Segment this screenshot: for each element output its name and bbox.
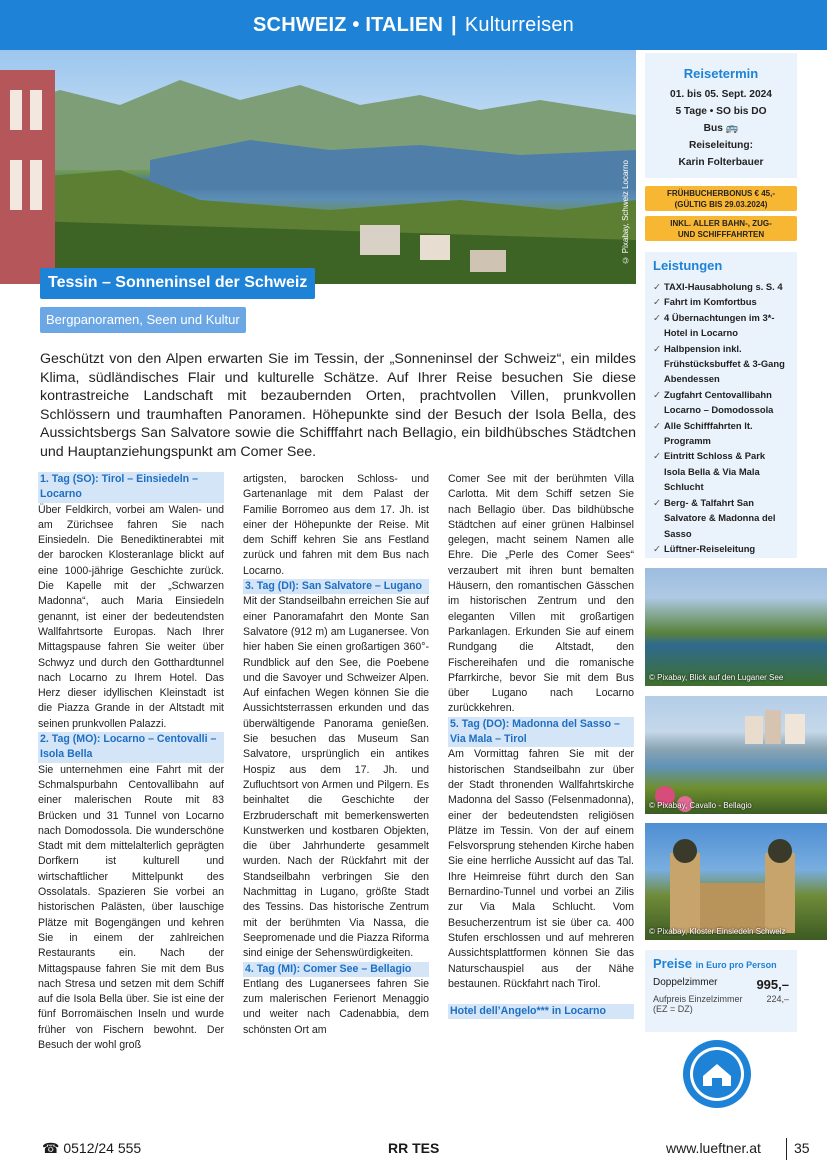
inclusive-badge [645,216,797,241]
reisetermin-box [645,53,797,178]
double-room-price: 995,– [756,977,789,992]
reisetermin-dates: 01. bis 05. Sept. 2024 [670,89,772,100]
day-3-heading: 3. Tag (DI): San Salvatore – Lugano [243,579,429,594]
earlybird-validity: (GÜLTIG BIS 29.03.2024) [674,200,768,209]
check-icon: ✓ [653,450,661,462]
price-row-double [653,977,789,992]
reisetermin-transport [645,120,797,137]
price-unit: in Euro pro Person [695,960,777,970]
guide-label: Reiseleitung: [689,140,753,151]
check-icon: ✓ [653,388,661,400]
bus-icon: 🚌 [725,123,739,134]
bellagio-houses [645,696,827,814]
day-1-text: Über Feldkirch, vorbei am Walen- und am Zürichsee fahren Sie nach Einsiedeln. Die Benediktinerabtei mit der barocken Klosteranlage blickt auf eine 1000-jährige Geschichte zurück. Die Kapelle mit der „Schwarzen Madonna“, auch Maria Einsiedeln genannt, ist einer der bedeutendsten Wallfahrtsorte Europas. Nach Ihrer Mittagspause fahren Sie weiter über Schwyz und durch den Gotthardtunnel nach Locarno zu Ihrem Hotel. Das Herz dieser idyllischen Kleinstadt ist die Piazza Grande in der Altstadt mit seinen prunkvollen Palazzi. [38,503,224,730]
taxi-pickup-logo [681,1038,753,1110]
photo-lugano-caption: © Pixabay, Blick auf den Luganer See [649,673,784,682]
itinerary-column-3 [448,472,634,1019]
list-item: ✓ Lüftner-Reiseleitung [653,541,789,556]
photo-einsiedeln-caption: © Pixabay, Kloster Einsiedeln Schweiz [649,927,786,936]
leistungen-title: Leistungen [653,258,723,273]
check-icon: ✓ [653,296,661,308]
phone-contact [42,1140,141,1157]
trip-code: RR TES [388,1140,440,1156]
day-5-text: Am Vormittag fahren Sie mit der historischen Standseilbahn zur über der Stadt thronenden Wallfahrtskirche Madonna del Sasso (Felsenmadonna), einer der bedeutendsten religiösen Plätze im Tessin. Von der auf einem Felsvorsprung stehenden Kirche haben Sie eine herrliche Aussicht auf das Tal. Ihre Heimreise führt durch den San Bernardino-Tunnel und vorbei an Zilis zur Via Mala Schlucht. Vom Besucherzentrum ist sie über ca. 400 Stufen erschlossen und auf mehreren Aussichtsplattformen können Sie das Naturschauspiel aus der Nähe bestaunen. Rückfahrt nach Tirol. [448,748,634,990]
page-footer [0,1136,827,1162]
footer-divider [786,1138,787,1160]
itinerary-column-2 [243,472,429,1038]
check-icon: ✓ [653,281,661,292]
day-4-text-continued: Comer See mit der berühmten Villa Carlotta. Mit dem Schiff setzen Sie nach Bellagio über. Das bildhübsche Städtchen auf einer grünen Halbinsel gelegen, macht seinem Namen alle Ehre. Die „Perle des Comer Sees“ verzaubert mit ihren bunt bemalten Häusern, den romantischen Gässchen im historischen Zentrum und den eleganten Villen mit großartigen Parkanlagen. Erkunden Sie auf einem Rundgang die Altstadt, den Fischereihafen und die romanische Pfarrkirche, bevor Sie mit dem Bus über Lugano nach Locarno zurückkehren. [448,473,634,715]
guide-name: Karin Folterbauer [678,157,764,168]
price-box [645,950,797,1032]
check-icon: ✓ [653,542,661,554]
day-1-heading: 1. Tag (SO): Tirol – Einsiedeln – Locarno [38,472,224,503]
price-title: Preise [653,956,693,971]
single-room-note: (EZ = DZ) [653,1004,693,1014]
list-item: ✓ Halbpension inkl. Frühstücksbuffet & 3-Gang Abendessen [653,342,785,385]
day-2-heading: 2. Tag (MO): Locarno – Centovalli – Isola Bella [38,732,224,763]
list-item: ✓ TAXI-Hausabholung s. S. 4 [653,279,789,294]
intro-text: Geschützt von den Alpen erwarten Sie im Tessin, der „Sonneninsel der Schweiz“, ein mildes Klima, südländisches Flair und kulturelle Schätze. Auf Ihrer Reise besuchen Sie diese kontrastreiche Landschaft mit bezaubernden Orten, prachtvollen Villen, prunkvollen Schlössern und traumhaften Panoramen. Höhepunkte sind der Besuch der Isola Bella, des Aussichtsbergs San Salvatore sowie die Schifffahrt nach Bellagio, ein bildhübsches Städtchen und Hauptanziehungspunkt am Comer See. [40,351,636,460]
earlybird-text: FRÜHBUCHERBONUS € 45,- [666,189,775,198]
list-item: ✓ Eintritt Schloss & Park Isola Bella & Via Mala Schlucht [653,450,766,493]
leistungen-box [645,252,797,558]
hero-image [0,50,636,284]
list-item: ✓ Alle Schifffahrten lt. Programm [653,419,753,447]
inclusive-text-1: INKL. ALLER BAHN-, ZUG- [670,219,772,228]
day-4-text: Entlang des Luganersees fahren Sie zum malerischen Ferienort Menaggio und weiter nach Cadenabbia, dem schönsten Ort am [243,977,429,1036]
website-link[interactable]: www.lueftner.at [666,1140,761,1156]
day-4-heading: 4. Tag (MI): Comer See – Bellagio [243,962,429,977]
header-category: Kulturreisen [464,13,574,36]
list-item: ✓ 4 Übernachtungen im 3*-Hotel in Locarno [653,311,775,339]
day-2-text-continued: artigsten, barocken Schloss- und Gartenanlage mit dem Palast der Familie Borromeo aus dem 17. Jh. ist einer der Höhepunkte der Reise. Mit dem Schiff kehren Sie ans Festland zurück und fahren mit dem Bus nach Locarno. [243,473,429,577]
photo-einsiedeln [645,823,827,940]
trip-title: Tessin – Sonneninsel der Schweiz [40,268,315,299]
single-room-label: Aufpreis Einzelzimmer [653,994,743,1004]
list-item: ✓ Berg- & Talfahrt San Salvatore & Madonna del Sasso [653,496,776,539]
hotel-heading: Hotel dell’Angelo*** in Locarno [448,1004,634,1019]
earlybird-badge [645,186,797,211]
phone-icon: ☎ [42,1140,60,1156]
reisetermin-days: 5 Tage • SO bis DO [675,106,767,117]
price-row-single [653,994,789,1004]
hero-landscape [0,50,636,284]
check-icon: ✓ [653,419,661,431]
page-number: 35 [794,1140,810,1156]
header-separator: | [451,13,457,36]
check-icon: ✓ [653,496,661,508]
double-room-label: Doppelzimmer [653,977,718,988]
photo-lugano [645,568,827,686]
photo-bellagio-caption: © Pixabay, Cavallo - Bellagio [649,801,752,810]
header-destination: SCHWEIZ • ITALIEN [253,13,444,36]
list-item: ✓ Zugfahrt Centovallibahn Locarno – Domodossola [653,388,774,416]
page-header [0,0,827,50]
reisetermin-label: Reisetermin [683,66,759,81]
photo-bellagio [645,696,827,814]
trip-subtitle: Bergpanoramen, Seen und Kultur [40,307,246,333]
day-3-text: Mit der Standseilbahn erreichen Sie auf einer Panoramafahrt den Monte San Salvatore (912 m) am Luganersee. Von hier haben Sie einen großartigen 360°-Rundblick auf den See, die Poebene und die Savoyer und Schweizer Alpen. Auf einfachen Wegen können Sie die Aussichtsterrassen erkunden und das überwältigende Panorama genießen. Sie besuchen das Museum San Salvatore, ursprünglich ein antikes Hospiz aus dem 17. Jh. und Zufluchtsort von Armen und Pilgern. Es beinhaltet die Geschichte der Erzbruderschaft mit bemerkenswerten Kunstwerken und kostbaren Objekten, die über Jahrhunderte gesammelt wurden. Nach der Rückfahrt mit der Standseilbahn verbringen Sie den Nachmittag in Lugano, größte Stadt des Tessins. Das historische Zentrum mit der berühmten Via Nassa, die Seepromenade und die Piazza Riforma sind einige der Sehenswürdigkeiten. [243,595,429,960]
phone-number: 0512/24 555 [63,1140,142,1156]
check-icon: ✓ [653,311,661,323]
itinerary-column-1 [38,472,224,1053]
price-heading [653,956,789,971]
day-5-heading: 5. Tag (DO): Madonna del Sasso – Via Mala – Tirol [448,717,634,748]
check-icon: ✓ [653,342,661,354]
hero-credit: © Pixabay, Schweiz Locarno [621,160,630,265]
leistungen-list [653,279,789,556]
single-room-price: 224,– [766,994,789,1004]
einsiedeln-towers [645,823,827,940]
list-item: ✓ Fahrt im Komfortbus [653,294,789,309]
day-2-text: Sie unternehmen eine Fahrt mit der Schmalspurbahn Centovallibahn auf einer malerischen Route mit 83 Brücken und 31 Tunnel von Locarno nach Domodossola. Die wunderschöne Stadt mit dem mittelalterlich geprägten Dorfkern ist kulturell und wirtschaftlicher Mittelpunkt des Ossolatals. Spazieren Sie vorbei an historischen Palästen, über lauschige Plätze mit Bogengängen und kehren Sie in einem der zahlreichen Restaurants ein. Nach der Mittagspause fahren Sie mit dem Bus nach Stresa und setzen mit dem Schiff auf die Isola Bella über. Sie ist eine der fünf Borromäischen Inseln und wurde früher von Fischern bewohnt. Der Besuch der wohl groß [38,763,224,1051]
inclusive-text-2: UND SCHIFFFAHRTEN [677,230,765,239]
transport-label: Bus [703,123,723,134]
